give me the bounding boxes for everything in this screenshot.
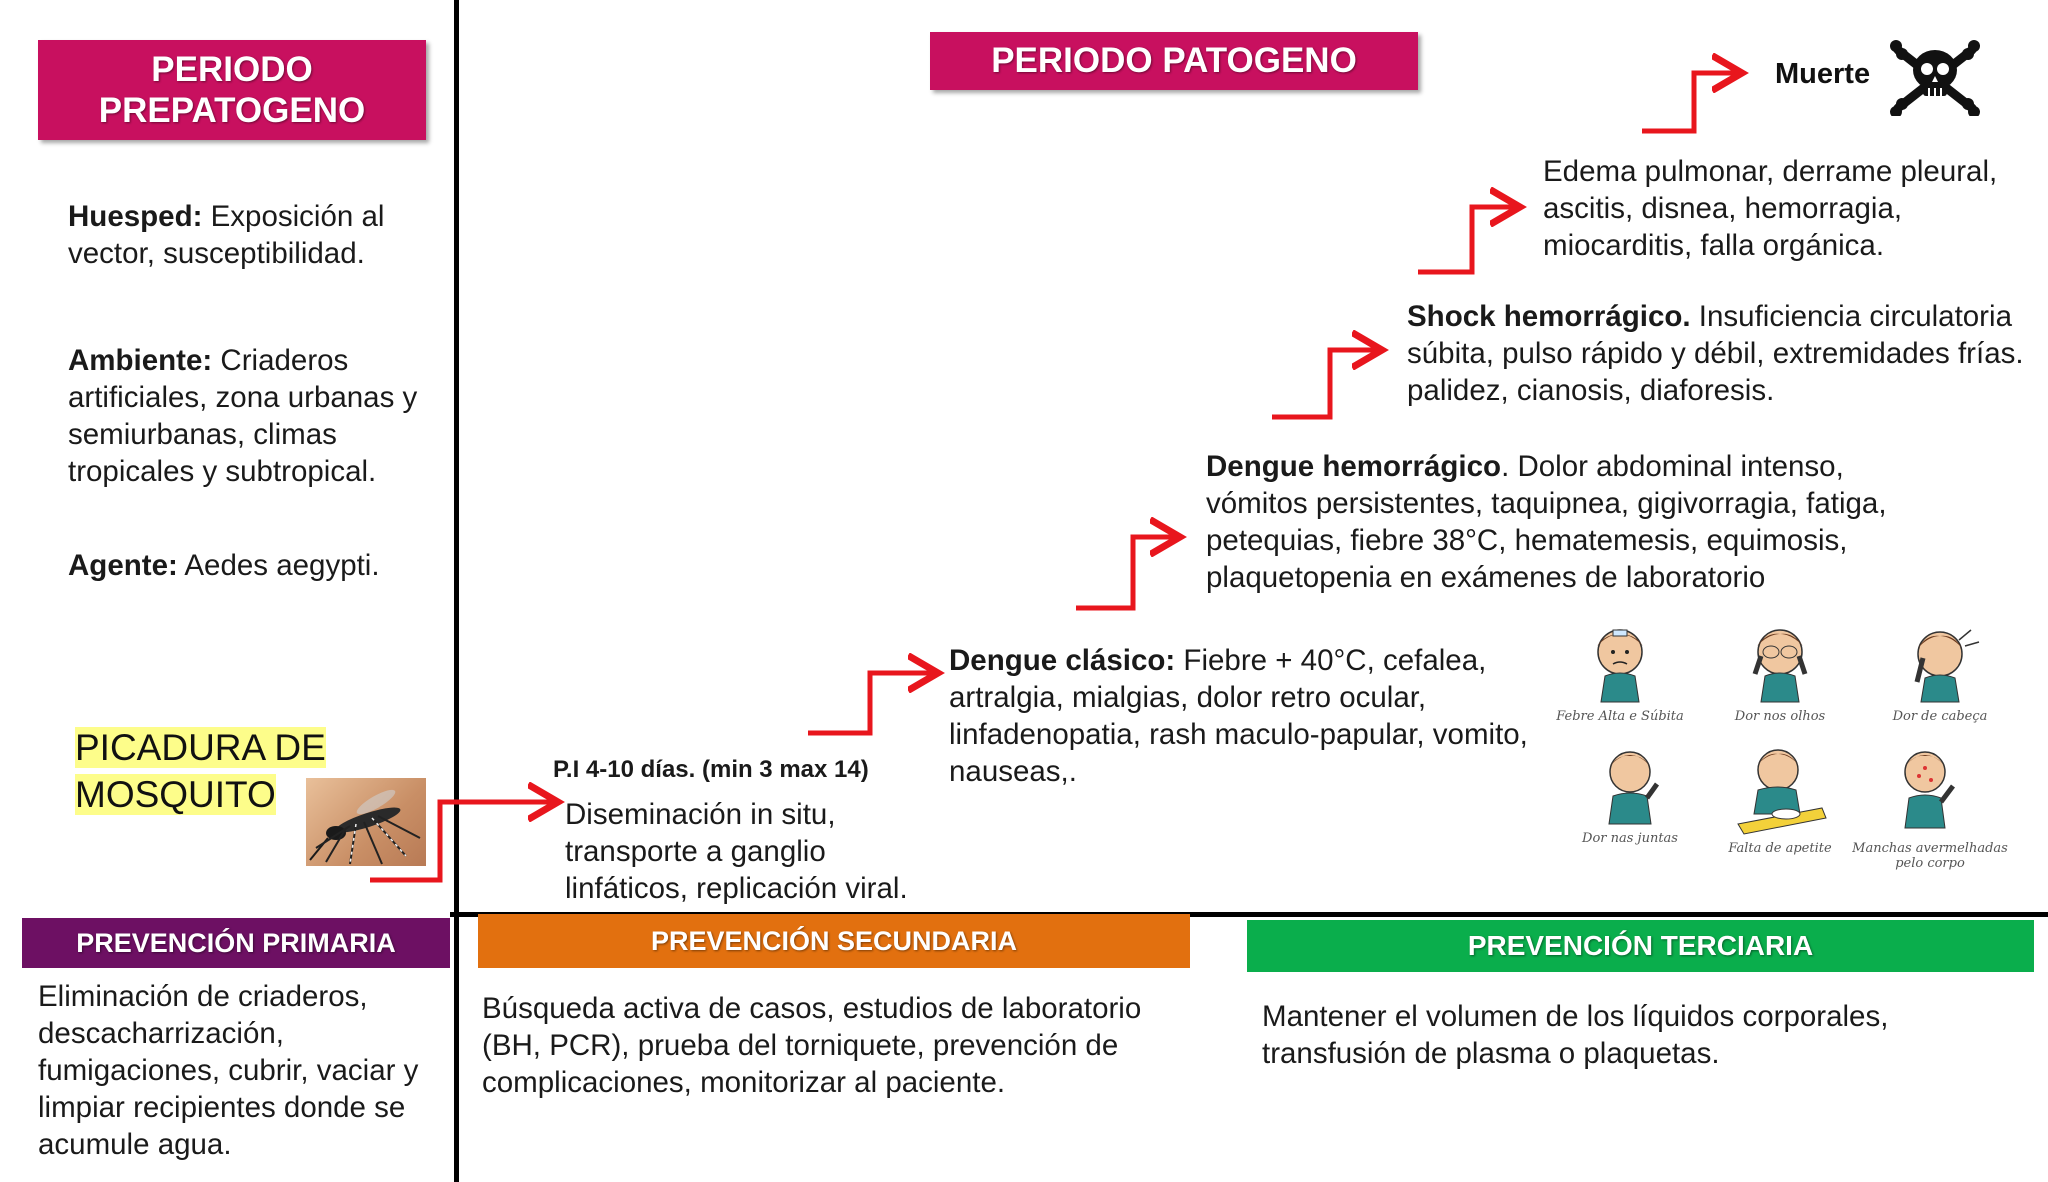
- joint-pain-icon: [1585, 744, 1675, 826]
- agente-text: Agente: Aedes aegypti.: [68, 549, 380, 582]
- step-arrow-icon: [1272, 350, 1382, 417]
- prevencion-secundaria-text: Búsqueda activa de casos, estudios de laboratorio (BH, PCR), prueba del torniquete, prevención de complicaciones, monitorizar al paciente.: [482, 992, 1142, 1099]
- step-arrow-icon: [370, 802, 558, 880]
- muerte-label: Muerte: [1775, 58, 1871, 90]
- header-prepatogeno: PERIODO PREPATOGENO: [38, 40, 426, 140]
- picadura-label: PICADURA DE MOSQUITO: [75, 727, 326, 815]
- no-appetite-icon: [1730, 744, 1830, 836]
- header-prevencion-secundaria: PREVENCIÓN SECUNDARIA: [478, 914, 1190, 968]
- step-arrow-icon: [1642, 73, 1742, 131]
- shock-hemorragico-text: Shock hemorrágico. Insuficiencia circulatoria súbita, pulso rápido y débil, extremidades frías. palidez, cianosis, diaforesis.: [1407, 300, 2024, 407]
- diseminacion-text: Diseminación in situ, transporte a ganglio linfáticos, replicación viral.: [565, 798, 908, 905]
- prevencion-terciaria-text: Mantener el volumen de los líquidos corporales, transfusión de plasma o plaquetas.: [1262, 1000, 1889, 1070]
- periodo-incubacion-label: P.I 4-10 días. (min 3 max 14): [553, 756, 869, 783]
- edema-text: Edema pulmonar, derrame pleural, ascitis, disnea, hemorragia, miocarditis, falla orgánica.: [1543, 155, 1998, 262]
- step-arrow-icon: [808, 673, 938, 733]
- step-arrow-icon: [1076, 537, 1180, 608]
- fever-icon: [1575, 622, 1665, 704]
- headache-icon: [1895, 622, 1985, 704]
- huesped-text: Huesped: Exposición al vector, susceptibilidad.: [68, 200, 385, 270]
- header-prevencion-terciaria: PREVENCIÓN TERCIARIA: [1247, 920, 2034, 972]
- dengue-clasico-text: Dengue clásico: Fiebre + 40°C, cefalea, artralgia, mialgias, dolor retro ocular, linfadenopatia, rash maculo-papular, vomito, nauseas,.: [949, 644, 1528, 788]
- ambiente-text: Ambiente: Criaderos artificiales, zona urbanas y semiurbanas, climas tropicales y subtropical.: [68, 344, 418, 488]
- symptom-red-spots: Manchas avermelhadas pelo corpo: [1850, 744, 2010, 871]
- dengue-hemorragico-text: Dengue hemorrágico. Dolor abdominal intenso, vómitos persistentes, taquipnea, gigivorragia, fatiga, petequias, fiebre 38°C, hematemesis, equimosis, plaquetopenia en exámenes de laboratorio: [1206, 450, 1887, 594]
- step-arrow-icon: [1418, 207, 1520, 272]
- red-spots-icon: [1885, 744, 1975, 836]
- symptom-joint-pain: Dor nas juntas: [1560, 744, 1700, 846]
- prevencion-primaria-text: Eliminación de criaderos, descacharrización, fumigaciones, cubrir, vaciar y limpiar recipientes donde se acumule agua.: [38, 980, 419, 1161]
- symptom-fever: Febre Alta e Súbita: [1550, 622, 1690, 724]
- symptom-headache: Dor de cabeça: [1870, 622, 2010, 724]
- symptom-no-appetite: Falta de apetite: [1710, 744, 1850, 856]
- header-patogeno: PERIODO PATOGENO: [930, 32, 1418, 90]
- symptom-eye-pain: Dor nos olhos: [1710, 622, 1850, 724]
- skull-crossbones-icon: [1890, 36, 1980, 116]
- header-prevencion-primaria: PREVENCIÓN PRIMARIA: [22, 918, 450, 968]
- eye-pain-icon: [1735, 622, 1825, 704]
